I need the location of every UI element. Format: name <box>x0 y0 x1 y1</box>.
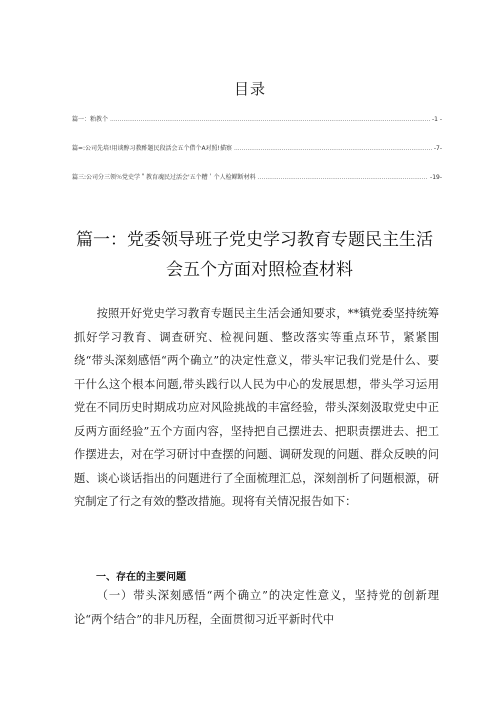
toc-entry-page: -1 - <box>431 116 442 123</box>
article-title-line-1: 篇一：党委领导班子党史学习教育专题民主生活 <box>76 230 433 250</box>
toc-title: 目录 <box>233 80 266 98</box>
section-heading: 一、存在的主要问题 <box>96 572 186 583</box>
toc-leader-dots <box>110 116 430 123</box>
table-of-contents <box>72 114 442 201</box>
toc-entry-page: -7- <box>433 145 442 152</box>
toc-leader-dots <box>234 145 432 152</box>
toc-entry[interactable] <box>72 143 442 153</box>
toc-leader-dots <box>258 174 428 181</box>
article-title-line-2: 会五个方面对照检查材料 <box>166 260 353 280</box>
toc-entry[interactable] <box>72 114 442 124</box>
toc-entry-text: 篇=:公司先培!用谈醇习教酢题民段活会五个借个A对照!描察 <box>72 145 232 152</box>
toc-entry-text: 篇一：粕教个 <box>72 116 109 123</box>
toc-entry-text: 篇三:公司分三领％党史学＂教育魂民过活会'五个糟＇个人检鳏断材料 <box>72 174 256 181</box>
section-paragraph: （一）带头深刻感悟“两个确立”的决定性意义，坚持党的创新理论“两个结合”的非凡历程，全面贯彻习近平新时代中 <box>74 589 439 626</box>
intro-paragraph: 按照开好党史学习教育专题民主生活会通知要求，**镇党委坚持统筹抓好学习教育、调查研究、检视问题、整改落实等重点环节，紧紧围绕“带头深刻感悟“两个确立”的决定性意义，带头牢记我们党是什么、要干什么这个根本问题,带头践行以人民为中心的发展思想，带头学习运用党在不同历史时期成功应对风险挑战的丰富经验，带头深刻汲取党史中正反两方面经验”五个方面内容，坚持把自己摆进去、把职责摆进去、把工作摆进去，对在学习研讨中查摆的问题、调研发现的问题、群众反映的问题、谈心谈话指出的问题进行了全面梳理汇总，深刻剖析了问题根源，研究制定了行之有效的整改措施。现将有关情况报告如下： <box>74 307 439 508</box>
toc-entry-page: -19- <box>430 174 442 181</box>
toc-entry[interactable] <box>72 172 442 182</box>
